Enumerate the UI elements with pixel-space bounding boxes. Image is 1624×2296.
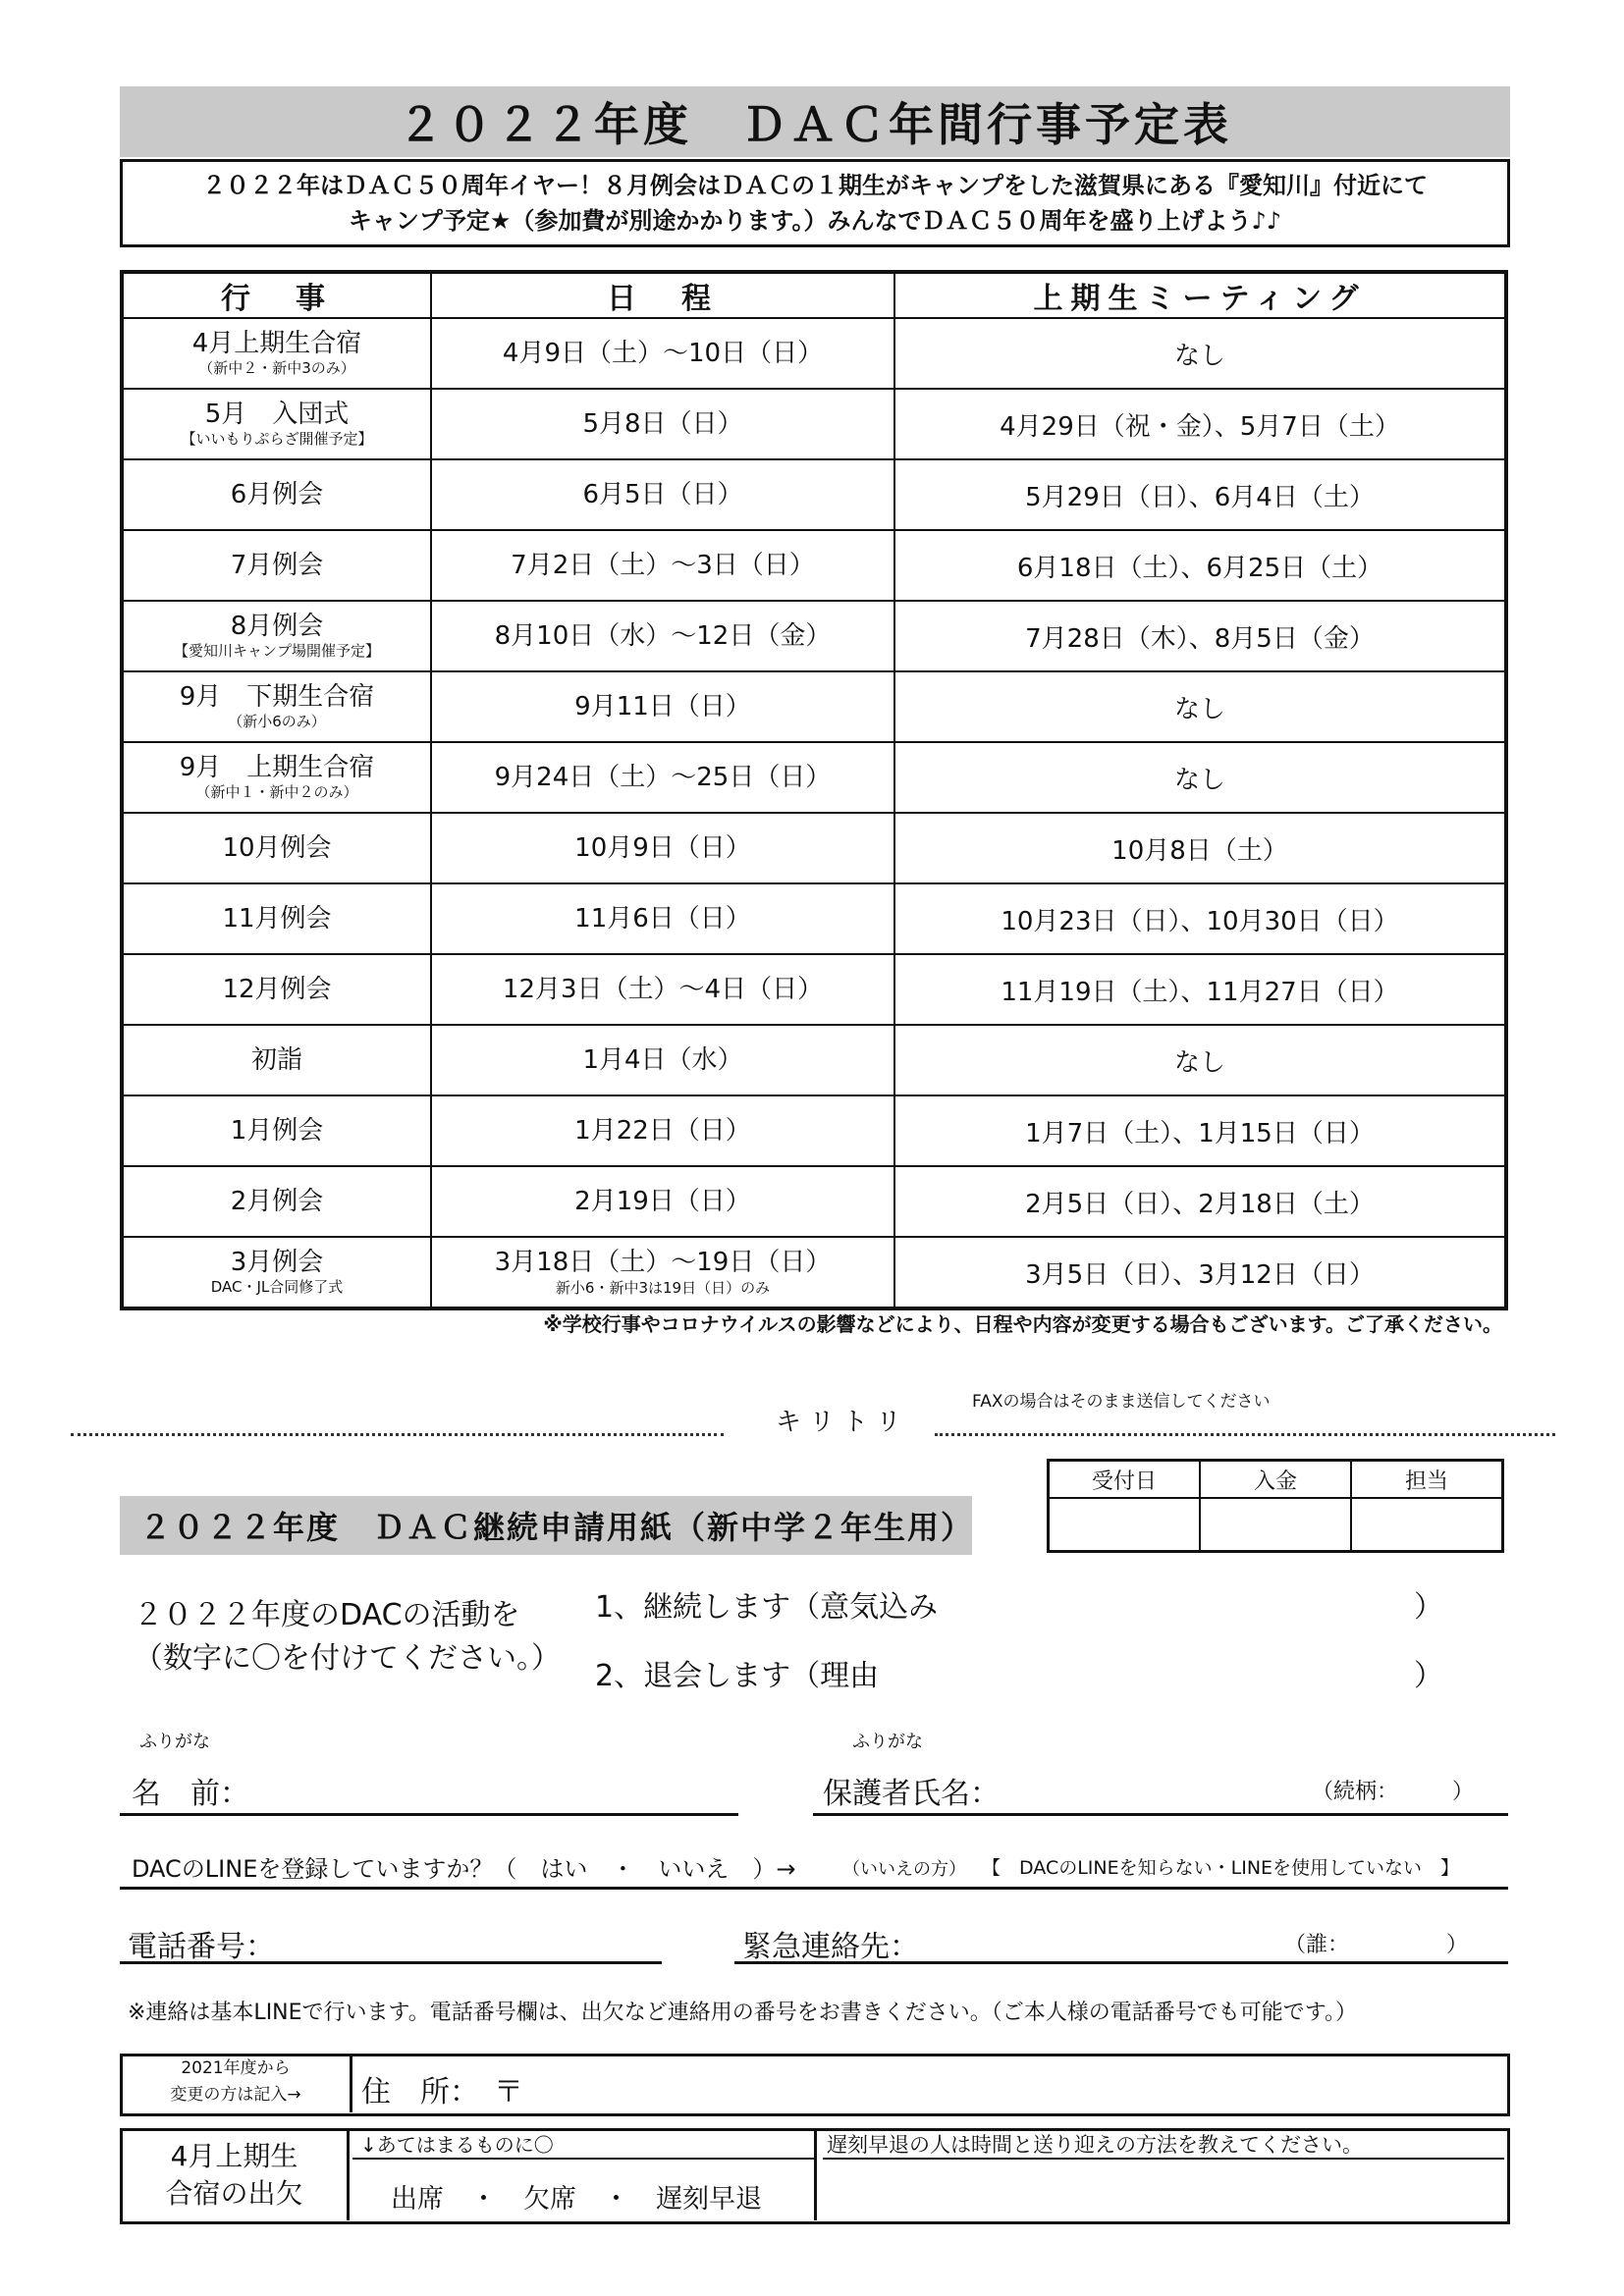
event-cell bbox=[122, 671, 431, 742]
page-title: ２０２２年度 ＤＡＣ年間行事予定表 bbox=[120, 86, 1510, 157]
date-cell bbox=[431, 389, 894, 459]
event-date: 6月5日（日） bbox=[582, 480, 743, 509]
table-row bbox=[122, 1166, 1506, 1237]
event-date: 12月3日（土）～4日（日） bbox=[502, 975, 824, 1004]
event-date: 5月8日（日） bbox=[582, 409, 743, 439]
event-cell bbox=[122, 601, 431, 671]
event-name: 10月例会 bbox=[222, 833, 332, 863]
schedule-table bbox=[120, 270, 1508, 1310]
address-field[interactable] bbox=[569, 2056, 1502, 2110]
event-cell bbox=[122, 883, 431, 954]
address-change-note bbox=[122, 2056, 352, 2112]
event-name: 2月例会 bbox=[230, 1187, 324, 1216]
activity-question: ２０２２年度のDACの活動を bbox=[134, 1598, 520, 1632]
phone-label: 電話番号： bbox=[128, 1930, 275, 1964]
event-cell bbox=[122, 813, 431, 883]
event-date: 9月11日（日） bbox=[574, 692, 751, 721]
event-note: DAC・JL合同修了式 bbox=[210, 1278, 344, 1296]
event-note: （新中１・新中２のみ） bbox=[195, 783, 358, 801]
event-cell bbox=[122, 459, 431, 530]
event-note: （新中２・新中3のみ） bbox=[198, 359, 355, 377]
schedule-footnote: ※学校行事やコロナウイルスの影響などにより、日程や内容が変更する場合もございます。ご了承ください。 bbox=[543, 1312, 1502, 1336]
event-name: 4月上期生合宿 bbox=[191, 329, 362, 358]
cut-dots-left bbox=[71, 1433, 724, 1436]
event-cell bbox=[122, 530, 431, 601]
date-cell bbox=[431, 1095, 894, 1166]
event-name: 5月 入団式 bbox=[204, 400, 350, 429]
event-cell bbox=[122, 1025, 431, 1095]
meeting-cell: 10月23日（日）、10月30日（日） bbox=[894, 883, 1506, 954]
date-cell bbox=[431, 318, 894, 389]
date-cell bbox=[431, 671, 894, 742]
late-early-field[interactable] bbox=[817, 2162, 1502, 2218]
event-name: 8月例会 bbox=[230, 612, 324, 641]
event-cell bbox=[122, 1237, 431, 1308]
meeting-cell: 1月7日（土）、1月15日（日） bbox=[894, 1095, 1506, 1166]
event-cell bbox=[122, 1095, 431, 1166]
table-row bbox=[122, 530, 1506, 601]
line-reason[interactable]: 【 DACのLINEを知らない・LINEを使用していない 】 bbox=[982, 1857, 1460, 1879]
name-field[interactable] bbox=[120, 1767, 738, 1816]
option-continue-close: ） bbox=[1414, 1590, 1443, 1625]
table-row bbox=[122, 883, 1506, 954]
date-cell bbox=[431, 1166, 894, 1237]
meeting-cell: なし bbox=[894, 671, 1506, 742]
event-date: 4月9日（土）～10日（日） bbox=[502, 339, 824, 368]
meeting-cell: なし bbox=[894, 742, 1506, 813]
meeting-cell: 5月29日（日）、6月4日（土） bbox=[894, 459, 1506, 530]
event-cell bbox=[122, 1166, 431, 1237]
camp-label-line-1: 4月上期生 bbox=[170, 2140, 298, 2172]
table-row bbox=[122, 954, 1506, 1025]
event-cell bbox=[122, 318, 431, 389]
option-continue[interactable]: 1、継続します（意気込み bbox=[595, 1590, 939, 1625]
fax-note: FAXの場合はそのまま送信してください bbox=[972, 1392, 1271, 1412]
date-cell bbox=[431, 813, 894, 883]
date-cell bbox=[431, 601, 894, 671]
table-row bbox=[122, 742, 1506, 813]
meeting-cell: なし bbox=[894, 318, 1506, 389]
office-received-field[interactable] bbox=[1049, 1498, 1201, 1552]
address-label: 住 所： 〒 bbox=[361, 2075, 523, 2109]
event-name: 初詣 bbox=[250, 1045, 302, 1075]
date-cell bbox=[431, 742, 894, 813]
schedule-rows bbox=[122, 318, 1506, 1308]
office-use-box bbox=[1047, 1459, 1504, 1553]
notice-line-1: ２０２２年はＤＡＣ５０周年イヤー！８月例会はＤＡＣの１期生がキャンプをした滋賀県にある『愛知川』付近にて bbox=[202, 172, 1428, 199]
table-row bbox=[122, 318, 1506, 389]
date-cell bbox=[431, 954, 894, 1025]
name-label: 名 前： bbox=[132, 1777, 249, 1811]
relation-label: （続柄： ） bbox=[1312, 1780, 1475, 1804]
table-row bbox=[122, 1025, 1506, 1095]
office-payment-label: 入金 bbox=[1200, 1461, 1351, 1499]
date-cell bbox=[431, 1237, 894, 1308]
event-date: 1月22日（日） bbox=[574, 1116, 751, 1146]
kiritori-label: キリトリ bbox=[776, 1408, 910, 1437]
event-name: 6月例会 bbox=[230, 480, 324, 509]
event-date: 8月10日（水）～12日（金） bbox=[494, 621, 832, 651]
address-note-line-1: 2021年度から bbox=[181, 2058, 291, 2078]
table-row bbox=[122, 1095, 1506, 1166]
date-cell bbox=[431, 883, 894, 954]
option-withdraw-close: ） bbox=[1414, 1659, 1443, 1693]
late-early-note: 遅刻早退の人は時間と送り迎えの方法を教えてください。 bbox=[823, 2130, 1504, 2160]
office-staff-field[interactable] bbox=[1351, 1498, 1503, 1552]
table-row bbox=[122, 1237, 1506, 1308]
date-cell bbox=[431, 1025, 894, 1095]
event-date: 1月4日（水） bbox=[582, 1045, 743, 1075]
activity-instruction: （数字に〇を付けてください。） bbox=[134, 1641, 561, 1676]
event-date: 7月2日（土）～3日（日） bbox=[511, 551, 815, 580]
date-note: 新小6・新中3は19日（日）のみ bbox=[555, 1279, 771, 1297]
header-event: 行 事 bbox=[122, 272, 431, 318]
meeting-cell: 7月28日（木）、8月5日（金） bbox=[894, 601, 1506, 671]
date-cell bbox=[431, 530, 894, 601]
meeting-cell: 11月19日（土）、11月27日（日） bbox=[894, 954, 1506, 1025]
table-row bbox=[122, 813, 1506, 883]
meeting-cell: 6月18日（土）、6月25日（土） bbox=[894, 530, 1506, 601]
anniversary-notice bbox=[120, 159, 1510, 247]
guardian-name-label: 保護者氏名： bbox=[823, 1777, 1000, 1811]
camp-label-line-2: 合宿の出欠 bbox=[165, 2177, 303, 2210]
emergency-who-label: （誰： ） bbox=[1284, 1933, 1469, 1957]
event-name: 12月例会 bbox=[222, 975, 332, 1004]
phone-field[interactable] bbox=[120, 1914, 662, 1964]
event-note: 【いいもりぷらざ開催予定】 bbox=[181, 430, 373, 448]
table-row bbox=[122, 671, 1506, 742]
office-payment-field[interactable] bbox=[1200, 1498, 1351, 1552]
notice-line-2: キャンプ予定★（参加費が別途かかります。）みんなでＤＡＣ５０周年を盛り上げよう♪♪ bbox=[348, 207, 1282, 235]
line-if-no: （いいえの方） bbox=[842, 1859, 966, 1880]
guardian-furigana-label: ふりがな bbox=[852, 1732, 923, 1752]
event-cell bbox=[122, 954, 431, 1025]
camp-attendance-label bbox=[122, 2130, 350, 2220]
camp-hint: ↓あてはまるものに〇 bbox=[352, 2130, 814, 2160]
event-cell bbox=[122, 742, 431, 813]
emergency-label: 緊急連絡先： bbox=[742, 1930, 919, 1964]
form-title: ２０２２年度 ＤＡＣ継続申請用紙（新中学２年生用） bbox=[120, 1496, 972, 1555]
event-note: （新小6のみ） bbox=[228, 713, 326, 730]
office-staff-label: 担当 bbox=[1351, 1461, 1503, 1499]
event-cell bbox=[122, 389, 431, 459]
meeting-cell: なし bbox=[894, 1025, 1506, 1095]
event-name: 1月例会 bbox=[230, 1116, 324, 1146]
table-row bbox=[122, 389, 1506, 459]
event-date: 3月18日（土）～19日（日） bbox=[494, 1248, 832, 1277]
meeting-cell: 3月5日（日）、3月12日（日） bbox=[894, 1237, 1506, 1308]
event-note: 【愛知川キャンプ場開催予定】 bbox=[173, 642, 380, 660]
event-name: 11月例会 bbox=[222, 904, 332, 934]
line-question-underline bbox=[120, 1845, 1508, 1890]
event-date: 9月24日（土）～25日（日） bbox=[494, 763, 832, 792]
cut-dots-right bbox=[935, 1433, 1555, 1436]
guardian-name-field[interactable] bbox=[813, 1767, 1508, 1816]
camp-attendance-options[interactable]: 出席 ・ 欠席 ・ 遅刻早退 bbox=[391, 2184, 762, 2215]
date-cell bbox=[431, 459, 894, 530]
event-name: 3月例会 bbox=[230, 1248, 324, 1277]
option-withdraw[interactable]: 2、退会します（理由 bbox=[595, 1659, 880, 1693]
line-question[interactable]: DACのLINEを登録していますか？（ はい ・ いいえ ）→ bbox=[132, 1855, 796, 1883]
meeting-cell: 2月5日（日）、2月18日（土） bbox=[894, 1166, 1506, 1237]
table-row bbox=[122, 601, 1506, 671]
name-furigana-label: ふりがな bbox=[139, 1732, 210, 1752]
emergency-field[interactable] bbox=[734, 1914, 1508, 1964]
table-row bbox=[122, 459, 1506, 530]
event-date: 11月6日（日） bbox=[574, 904, 751, 934]
meeting-cell: 4月29日（祝・金）、5月7日（土） bbox=[894, 389, 1506, 459]
event-name: 9月 下期生合宿 bbox=[179, 682, 375, 712]
office-received-label: 受付日 bbox=[1049, 1461, 1201, 1499]
event-name: 7月例会 bbox=[230, 551, 324, 580]
address-note-line-2: 変更の方は記入→ bbox=[170, 2085, 301, 2105]
meeting-cell: 10月8日（土） bbox=[894, 813, 1506, 883]
header-meeting: 上期生ミーティング bbox=[894, 272, 1506, 318]
header-date: 日 程 bbox=[431, 272, 894, 318]
contact-note: ※連絡は基本LINEで行います。電話番号欄は、出欠など連絡用の番号をお書きください。（ご本人様の電話番号でも可能です。） bbox=[128, 2001, 1358, 2025]
event-name: 9月 上期生合宿 bbox=[179, 753, 375, 782]
event-date: 2月19日（日） bbox=[574, 1187, 751, 1216]
event-date: 10月9日（日） bbox=[574, 833, 751, 863]
